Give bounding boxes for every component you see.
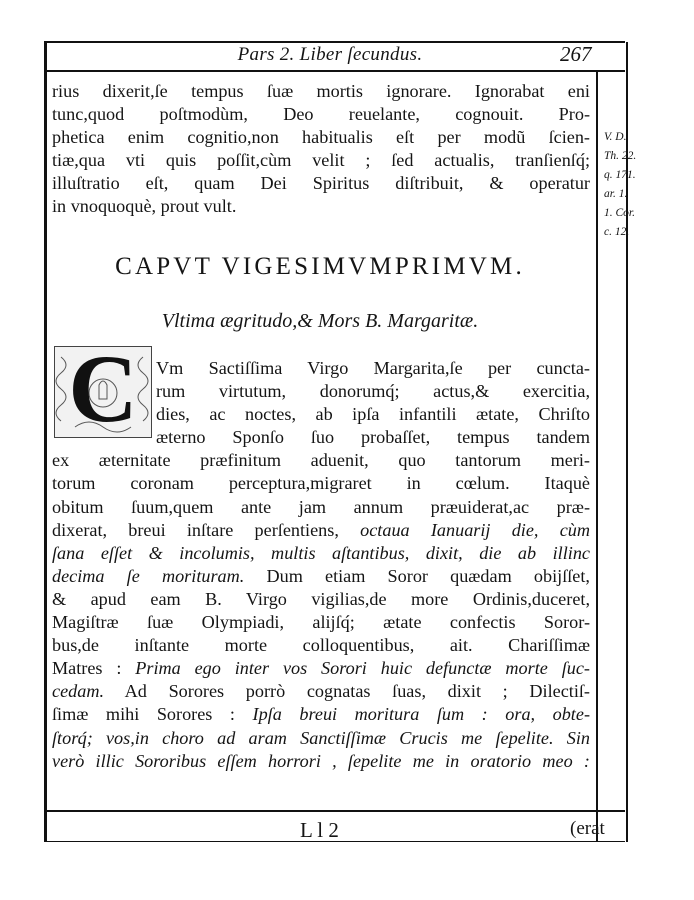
text-line [52,519,590,542]
catchword: (erat [570,818,605,839]
text-line: torum coronam perceptura,migraret in cœlum. Itaquè [52,473,590,494]
text-line [52,680,590,703]
main-text [52,449,590,772]
text-run: ſimæ mihi Sorores : [52,704,253,725]
text-line: Magiſtræ ſuæ Olympiadi, alijſq́; ætate confectis Soror- [52,612,590,633]
initial-letter: C [68,346,138,438]
text-line: verò illic Sororibus eſſem horrori , ſepelite me in oratorio meo : [52,750,590,771]
italic-run: Ipſa breui moritura ſum : ora, obte- [252,704,590,725]
page-number: 267 [560,42,592,66]
text-line: Vm Sactiſſima Virgo Margarita,ſe per cuncta- [156,358,590,378]
italic-run: cedam. [52,681,105,702]
text-run: Matres : [52,658,136,679]
text-run: dixerat, breui inſtare perſentiens, [52,519,361,540]
top-border [44,41,625,43]
running-header: Pars 2. Liber ſecundus. [237,44,423,65]
signature-mark: L l 2 [300,818,339,842]
top-paragraph [52,80,590,219]
italic-run: Prima ego inter vos Sorori huic defunctæ morte ſuc- [135,658,590,679]
header-rule [44,70,625,72]
text-line: & apud eam B. Virgo vigilias,de more Ordinis,duceret, [52,588,590,609]
text-line: phetica enim cognitio,non habitualis eſt per modũ ſcien- [52,127,590,148]
text-line: ſtorq́; vos,in choro ad aram Sanctiſſimæ Crucis me ſepelite. Sin [52,727,590,748]
margin-note: V. D. [604,131,627,143]
italic-run: decima ſe morituram. [52,565,245,586]
margin-note: 1. Cor. [604,207,635,219]
text-line: dies, ac noctes, ab ipſa infantili ætate, Chriſto [156,404,590,425]
text-line: tiæ,qua vti quis poſſit,cùm velit ; ſed actualis, tranſienſq́; [52,150,590,171]
text-line [52,565,590,588]
text-line: obitum ſuum,quem ante jam annum præuiderat,ac præ- [52,496,590,517]
text-line: tunc,quod poſtmodùm, Deo reuelante, cognouit. Pro- [52,104,590,125]
text-line: ſana eſſet & incolumis, multis aſtantibus, dixit, die ab illinc [52,542,590,563]
text-line: bus,de inſtante morte colloquentibus, ait. Chariſſimæ [52,635,590,656]
text-line: ex æternitate præfinitum aduenit, quo tantorum meri- [52,450,590,471]
margin-note: ar. 1. [604,188,628,200]
decorated-initial [54,346,152,438]
margin-notes [604,128,654,242]
text-line: rius dixerit,ſe tempus ſuæ mortis ignorare. Ignorabat eni [52,81,590,101]
text-line: illuſtratio eſt, quam Dei Spiritus diſtribuit, & operatur [52,173,590,194]
margin-rule [596,72,598,842]
margin-note: Th. 22. [604,150,637,162]
text-line: rum virtutum, donorumq́; actus,& exercitia, [156,381,590,402]
chapter-subtitle: Vltima ægritudo,& Mors B. Margaritæ. [161,310,479,332]
text-line [52,657,590,680]
chapter-title: CAPVT VIGESIMVMPRIMVM. [115,253,525,280]
italic-run: octaua Ianuarij die, cùm [360,519,590,540]
main-text-indented [156,357,590,449]
text-line [52,703,590,726]
footer-rule [44,810,625,812]
margin-note: c. 12. [604,226,630,238]
text-run: Ad Sorores porrò cognatas ſuas, dixit ; Dilectiſ- [104,681,590,702]
text-run: Dum etiam Soror quædam obijſſet, [244,565,590,586]
margin-note: q. 171. [604,169,636,181]
text-line: æterno Sponſo ſuo probaſſet, tempus tandem [156,427,590,448]
text-line: in vnoquoquè, prout vult. [52,196,237,217]
